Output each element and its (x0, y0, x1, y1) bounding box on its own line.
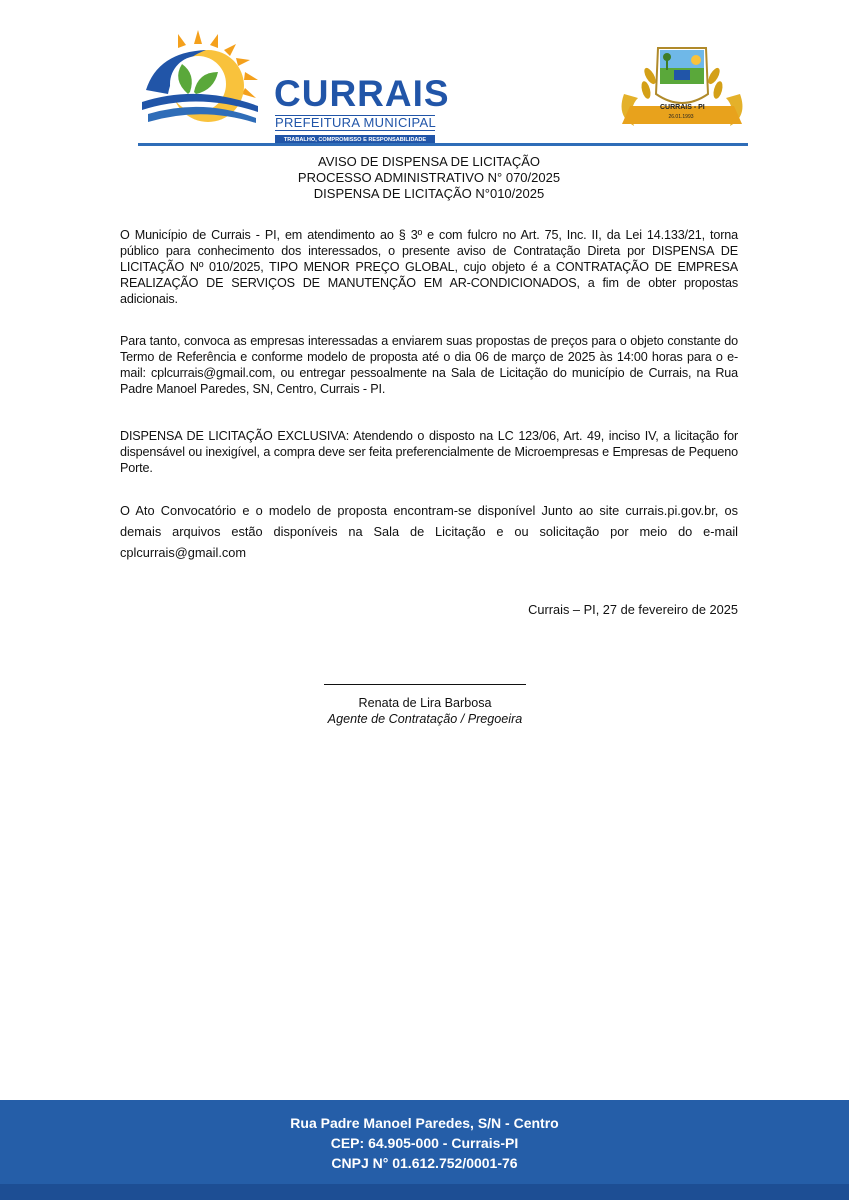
footer-cep: CEP: 64.905-000 - Currais-PI (330, 1135, 519, 1151)
paragraph-intro: O Município de Currais - PI, em atendimento ao § 3º e com fulcro no Art. 75, Inc. II, da Lei 14.133/21, torna público para conhecimento dos interessados, o presente aviso de Contratação Direta por DISPENSA DE LICITAÇÃO Nº 010/2025, TIPO MENOR PREÇO GLOBAL, cujo objeto é a CONTRATAÇÃO DE EMPRESA REALIZAÇÃO DE SERVIÇOS DE MANUTENÇÃO EM AR-CONDICIONADOS, a fim de obter propostas adicionais. (120, 228, 738, 306)
paragraph-exclusive: DISPENSA DE LICITAÇÃO EXCLUSIVA: Atendendo o disposto na LC 123/06, Art. 49, inciso IV, a licitação for dispensável ou inexigível, a compra deve ser feita preferencialmente de Microempresas e Empresas de Pequeno Porte. (120, 429, 738, 475)
footer-address: Rua Padre Manoel Paredes, S/N - Centro (290, 1115, 559, 1131)
footer-bottom-strip (0, 1184, 849, 1200)
title-line-2: PROCESSO ADMINISTRATIVO N° 070/2025 (297, 170, 561, 185)
date-line: Currais – PI, 27 de fevereiro de 2025 (528, 602, 738, 617)
footer-address-block (0, 1113, 849, 1173)
sun-leaf-logo-icon (138, 28, 268, 128)
footer-cnpj: CNPJ N° 01.612.752/0001-76 (331, 1155, 518, 1171)
signature-line (324, 684, 526, 691)
paragraph-availability: O Ato Convocatório e o modelo de proposta encontram-se disponível Junto ao site currais.pi.gov.br, os demais arquivos estão disponíveis na Sala de Licitação e ou solicitação por meio do e-mail cplcurrais@gmail.com (120, 503, 738, 560)
signatory-role: Agente de Contratação / Pregoeira (327, 712, 523, 726)
brand-motto: TRABALHO, COMPROMISSO E RESPONSABILIDADE (275, 135, 435, 145)
crest-label: CURRAIS - PI (660, 104, 705, 111)
document-titles (120, 154, 738, 202)
signature-block (300, 676, 550, 727)
brand-name: CURRAIS (274, 73, 450, 114)
prefeitura-logo (138, 28, 450, 143)
title-line-1: AVISO DE DISPENSA DE LICITAÇÃO (317, 154, 541, 169)
header-divider (138, 143, 748, 146)
crest-year: 26.01.1993 (668, 114, 694, 120)
brand-subtitle: PREFEITURA MUNICIPAL (275, 115, 437, 130)
signatory-name: Renata de Lira Barbosa (358, 696, 492, 710)
paragraph-convocation: Para tanto, convoca as empresas interessadas a enviarem suas propostas de preços para o objeto constante do Termo de Referência e conforme modelo de proposta até o dia 06 de março de 2025 às 14:00 horas para o e-mail: cplcurrais@gmail.com, ou entregar pessoalmente na Sala de Licitação do município de Currais, na Rua Padre Manoel Paredes, SN, Centro, Currais - PI. (120, 334, 738, 396)
title-line-3: DISPENSA DE LICITAÇÃO N°010/2025 (313, 186, 545, 201)
